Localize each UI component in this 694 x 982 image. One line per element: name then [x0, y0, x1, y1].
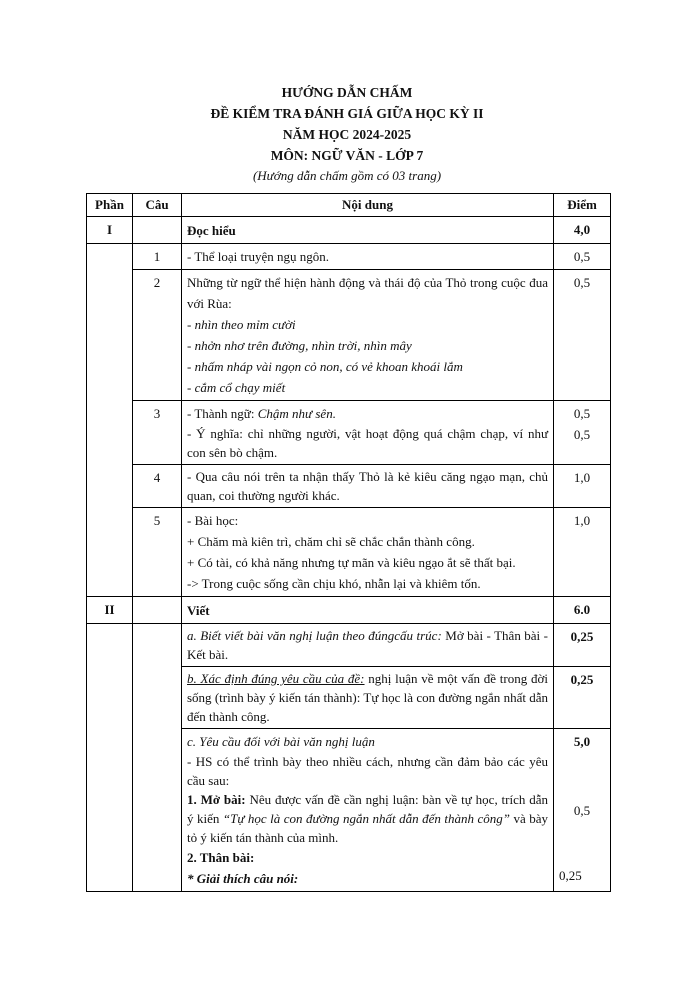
spacer — [554, 773, 610, 794]
document-header — [0, 82, 694, 185]
criterion-line: - HS có thể trình bày theo nhiều cách, nhưng cần đảm bảo các yêu cầu sau: — [187, 754, 548, 788]
table-row — [87, 508, 611, 597]
empty-cell — [87, 244, 133, 597]
answer-line: - Bài học: — [187, 513, 239, 528]
question-score: 1,0 — [554, 465, 611, 508]
intro-text: Nêu được vấn đề cần nghị luận: bàn về tự học, trích dẫn ý kiến — [187, 792, 548, 826]
header-school-year: NĂM HỌC 2024-2025 — [282, 127, 412, 142]
header-page-note: (Hướng dẫn chấm gồm có 03 trang) — [252, 168, 442, 183]
answer-line: - Qua câu nói trên ta nhận thấy Thỏ là kẻ kiêu căng ngạo mạn, chủ quan, coi thường người khác. — [187, 469, 548, 503]
section-row-writing — [87, 597, 611, 624]
answer-line: + Có tài, có khả năng nhưng tự mãn và kiêu ngạo ắt sẽ thất bại. — [187, 555, 516, 570]
answer-line: - nhởn nhơ trên đường, nhìn trời, nhìn mây — [187, 338, 412, 353]
intro-label: 1. Mở bài: — [187, 792, 246, 807]
table-row — [87, 401, 611, 465]
question-content — [182, 270, 554, 401]
table-row — [87, 465, 611, 508]
criterion-content — [182, 667, 554, 729]
criterion-score — [554, 729, 611, 892]
answer-line: + Chăm mà kiên trì, chăm chỉ sẽ chắc chắn thành công. — [187, 534, 475, 549]
col-header-score: Điểm — [554, 194, 611, 217]
header-title: HƯỚNG DẪN CHẤM — [281, 85, 413, 100]
table-row — [87, 624, 611, 667]
answer-line: - Ý nghĩa: chỉ những người, vật hoạt động quá chậm chạp, ví như con sên bò chậm. — [187, 426, 548, 460]
section-part: I — [87, 217, 133, 244]
question-content — [182, 244, 554, 270]
criterion-text: nghị luận về một vấn đề trong đời sống (trình bày ý kiến tán thành): Tự học là con đường ngắn nhất dẫn đến thành công. — [187, 671, 548, 724]
col-header-part: Phần — [87, 194, 133, 217]
grading-table — [86, 193, 611, 892]
section-title: Đọc hiểu — [182, 217, 554, 244]
answer-line: - Thể loại truyện ngụ ngôn. — [187, 249, 330, 264]
criterion-label: b. Xác định đúng yêu cầu của đề: — [187, 671, 365, 686]
body-label: 2. Thân bài: — [187, 850, 255, 865]
criterion-score: 0,25 — [554, 624, 611, 667]
header-exam-name: ĐỀ KIỂM TRA ĐÁNH GIÁ GIỮA HỌC KỲ II — [210, 106, 484, 121]
answer-prefix: - Thành ngữ: — [187, 406, 258, 421]
criterion-line — [187, 626, 548, 664]
table-row — [87, 270, 611, 401]
col-header-question: Câu — [133, 194, 182, 217]
question-number: 2 — [133, 270, 182, 401]
question-number: 3 — [133, 401, 182, 465]
question-number: 4 — [133, 465, 182, 508]
question-content — [182, 401, 554, 465]
section-score: 4,0 — [554, 217, 611, 244]
section-row-reading — [87, 217, 611, 244]
quote-text: “Tự học là con đường ngắn nhất dẫn đến thành công” — [222, 811, 510, 826]
spacer — [554, 752, 610, 773]
empty-cell — [133, 624, 182, 892]
question-number: 5 — [133, 508, 182, 597]
criterion-line — [187, 669, 548, 726]
criterion-text: Mở bài - Thân bài - Kết bài. — [187, 628, 548, 662]
answer-line: Những từ ngữ thể hiện hành động và thái độ của Thỏ trong cuộc đua với Rùa: — [187, 275, 548, 311]
header-subject: MÔN: NGỮ VĂN - LỚP 7 — [270, 148, 424, 163]
section-title: Viết — [182, 597, 554, 624]
section-part: II — [87, 597, 133, 624]
question-content — [182, 508, 554, 597]
explain-label: * Giải thích câu nói: — [187, 871, 299, 886]
table-row — [87, 244, 611, 270]
question-content — [182, 465, 554, 508]
idiom-text: Chậm như sên. — [257, 406, 336, 421]
criterion-label: a. Biết viết bài văn nghị luận theo đúngcấu trúc: — [187, 628, 442, 643]
score-value: 0,5 — [573, 427, 591, 442]
answer-line: - cắm cổ chạy miết — [187, 380, 286, 395]
empty-cell — [87, 624, 133, 892]
question-number: 1 — [133, 244, 182, 270]
criterion-content — [182, 624, 554, 667]
question-score: 0,5 — [554, 270, 611, 401]
empty-cell — [133, 597, 182, 624]
question-score: 1,0 — [554, 508, 611, 597]
col-header-content: Nội dung — [182, 194, 554, 217]
criterion-line — [187, 790, 548, 847]
intro-text-end: và bày tỏ ý kiến tán thành của mình. — [187, 811, 548, 845]
score-value: 5,0 — [573, 734, 591, 749]
score-value: 0,5 — [573, 406, 591, 421]
answer-line — [187, 403, 548, 424]
criterion-score: 0,25 — [554, 667, 611, 729]
section-score: 6.0 — [554, 597, 611, 624]
answer-line: - nhìn theo mỉm cười — [187, 317, 296, 332]
question-score: 0,5 — [554, 244, 611, 270]
score-value: 0,25 — [559, 868, 582, 883]
empty-cell — [133, 217, 182, 244]
table-header-row — [87, 194, 611, 217]
criterion-content — [182, 729, 554, 892]
answer-line: - nhấm nháp vài ngọn cỏ non, có vẻ khoan khoái lắm — [187, 359, 463, 374]
answer-line: -> Trong cuộc sống cần chịu khó, nhẫn lại và khiêm tốn. — [187, 576, 481, 591]
score-value: 0,5 — [573, 803, 591, 818]
criterion-title: c. Yêu cầu đối với bài văn nghị luận — [187, 734, 375, 749]
question-score — [554, 401, 611, 465]
